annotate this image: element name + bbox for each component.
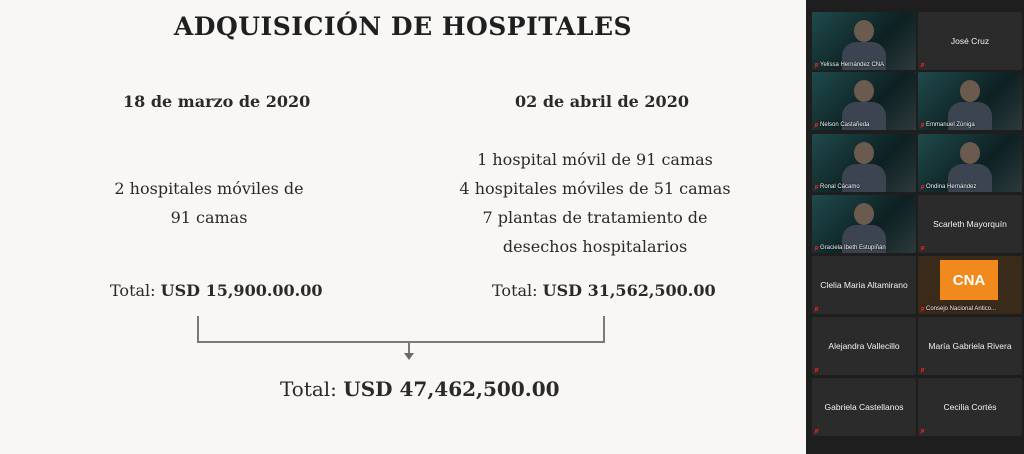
right-description-line: desechos hospitalarios <box>502 237 688 256</box>
participant-name: Nelson Castañeda <box>820 122 870 128</box>
right-description-line: 1 hospital móvil de 91 camas <box>477 150 713 169</box>
participant-tile[interactable] <box>918 72 1022 130</box>
right-total-label: Total: <box>492 281 538 300</box>
muted-mic-icon <box>920 63 925 68</box>
participant-tile[interactable] <box>812 378 916 436</box>
participant-silhouette <box>854 80 874 102</box>
participant-name: Scarleth Mayorquín <box>933 219 1007 229</box>
participant-tile[interactable] <box>918 134 1022 192</box>
grand-total <box>280 377 560 401</box>
participant-name: Clelia Maria Altamirano <box>820 280 908 290</box>
muted-mic-icon <box>814 63 819 68</box>
muted-mic-icon <box>920 429 925 434</box>
muted-mic-icon <box>920 368 925 373</box>
participant-name: Alejandra Vallecillo <box>828 341 900 351</box>
right-description-line: 7 plantas de tratamiento de <box>482 208 708 227</box>
right-total-value: USD 31,562,500.00 <box>542 281 716 300</box>
muted-mic-icon <box>814 429 819 434</box>
grand-total-value: USD 47,462,500.00 <box>343 377 560 401</box>
participant-tile[interactable] <box>918 195 1022 253</box>
participant-silhouette <box>854 142 874 164</box>
participant-tile[interactable] <box>918 378 1022 436</box>
participant-name: Gabriela Castellanos <box>824 402 904 412</box>
participant-tile[interactable] <box>812 72 916 130</box>
participant-tile[interactable] <box>918 12 1022 70</box>
left-total-label: Total: <box>110 281 156 300</box>
participant-tile[interactable] <box>812 12 916 70</box>
muted-mic-icon <box>920 246 925 251</box>
participant-tile[interactable] <box>812 134 916 192</box>
participant-tile[interactable] <box>812 317 916 375</box>
down-arrow-icon <box>404 353 414 360</box>
grand-total-label: Total: <box>280 377 337 401</box>
participant-silhouette <box>960 80 980 102</box>
muted-mic-icon <box>920 307 925 312</box>
muted-mic-icon <box>814 123 819 128</box>
participant-name: Emmanuel Zúniga <box>926 122 975 128</box>
right-date: 02 de abril de 2020 <box>515 92 689 111</box>
left-total-value: USD 15,900.00.00 <box>160 281 323 300</box>
participant-tile[interactable] <box>918 256 1022 314</box>
muted-mic-icon <box>814 185 819 190</box>
participant-name: Consejo Nacional Antico... <box>926 306 997 312</box>
participant-tile[interactable] <box>918 317 1022 375</box>
left-date: 18 de marzo de 2020 <box>123 92 311 111</box>
participant-name: José Cruz <box>950 36 990 46</box>
participant-name: Ondina Hernández <box>926 184 977 190</box>
participant-name: Yelissa Hernández CNA <box>820 62 885 68</box>
left-description-line: 91 camas <box>170 208 248 227</box>
participant-name: Ronal Cácamo <box>820 184 860 190</box>
participant-name: María Gabriela Rivera <box>928 341 1012 351</box>
participant-silhouette <box>854 203 874 225</box>
muted-mic-icon <box>920 185 925 190</box>
right-description-line: 4 hospitales móviles de 51 camas <box>459 179 731 198</box>
muted-mic-icon <box>814 368 819 373</box>
participant-name: Cecilia Cortés <box>943 402 997 412</box>
participant-silhouette <box>960 142 980 164</box>
participant-tile[interactable] <box>812 195 916 253</box>
cna-logo: CNA <box>940 260 998 300</box>
participant-tile[interactable] <box>812 256 916 314</box>
left-description-line: 2 hospitales móviles de <box>114 179 304 198</box>
slide-title: ADQUISICIÓN DE HOSPITALES <box>173 12 633 41</box>
participant-gallery <box>806 0 1024 454</box>
muted-mic-icon <box>814 246 819 251</box>
participant-silhouette <box>854 20 874 42</box>
muted-mic-icon <box>920 123 925 128</box>
muted-mic-icon <box>814 307 819 312</box>
participant-name: Graciela Ibeth Estupiñán <box>820 245 886 251</box>
